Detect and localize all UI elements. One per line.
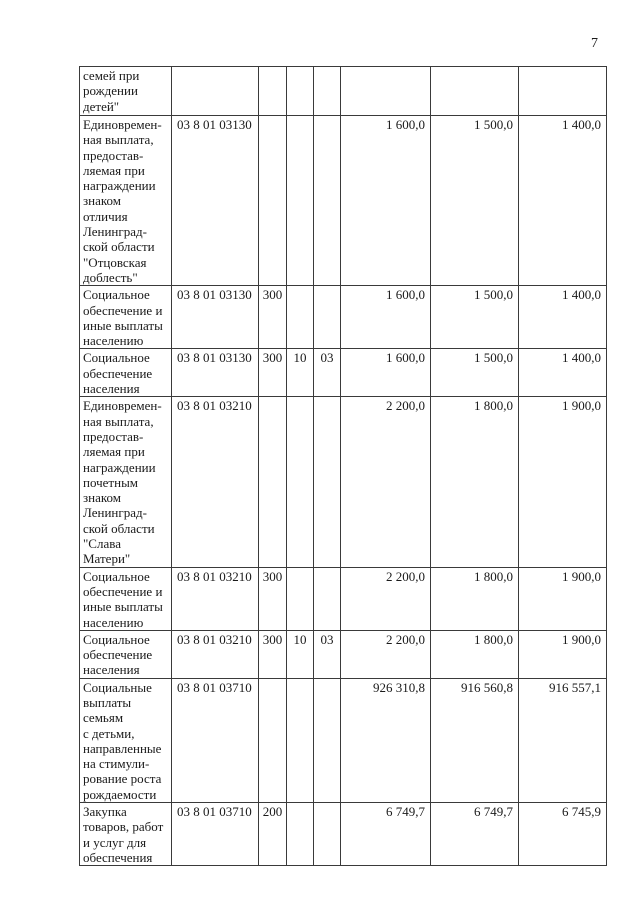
amount-year2-cell: 1 500,0 <box>431 349 519 397</box>
amount-year1-cell: 1 600,0 <box>341 349 431 397</box>
page-number: 7 <box>591 36 598 51</box>
item-name-line: обеспечение и <box>83 583 163 599</box>
expense-type-cell: 300 <box>259 286 287 349</box>
item-name-line: предостав- <box>83 428 144 444</box>
table-row <box>80 630 607 678</box>
table-row <box>80 567 607 630</box>
item-name-line: Закупка <box>83 804 127 820</box>
expense-type-cell: 300 <box>259 630 287 678</box>
section-cell <box>287 116 314 286</box>
item-name-line: и услуг для <box>83 834 147 850</box>
amount-year1-cell: 1 600,0 <box>341 116 431 286</box>
amount-year1-cell: 2 200,0 <box>341 397 431 567</box>
target-article-cell: 03 8 01 03210 <box>172 630 259 678</box>
amount-year2-cell: 1 800,0 <box>431 397 519 567</box>
amount-year3-cell: 1 400,0 <box>519 349 607 397</box>
table-body <box>80 67 607 866</box>
section-cell <box>287 678 314 802</box>
subsection-cell <box>314 567 341 630</box>
target-article-cell <box>172 67 259 116</box>
item-name-line: Единовремен- <box>83 117 162 132</box>
item-name-line: иные выплаты <box>83 317 163 333</box>
item-name-line: с детьми, <box>83 725 135 741</box>
item-name-line: отличия <box>83 208 128 224</box>
item-name-line: награждении <box>83 178 156 194</box>
amount-year2-cell <box>431 67 519 116</box>
amount-year2-cell: 916 560,8 <box>431 678 519 802</box>
item-name-line: населения <box>83 662 140 678</box>
subsection-cell: 03 <box>314 630 341 678</box>
amount-year3-cell: 1 900,0 <box>519 630 607 678</box>
section-cell <box>287 567 314 630</box>
amount-year1-cell: 6 749,7 <box>341 803 431 866</box>
amount-year3-cell: 1 900,0 <box>519 397 607 567</box>
subsection-cell <box>314 803 341 866</box>
target-article-cell: 03 8 01 03710 <box>172 803 259 866</box>
item-name-cell <box>80 397 172 567</box>
item-name-line: на стимули- <box>83 756 150 772</box>
amount-year1-cell <box>341 67 431 116</box>
expense-type-cell: 200 <box>259 803 287 866</box>
item-name-cell <box>80 678 172 802</box>
item-name-line: Ленинград- <box>83 224 147 240</box>
item-name-line: ляемая при <box>83 444 145 460</box>
item-name-line: выплаты <box>83 694 132 710</box>
item-name-cell <box>80 286 172 349</box>
amount-year2-cell: 1 800,0 <box>431 630 519 678</box>
item-name-line: награждении <box>83 459 156 475</box>
item-name-line: обеспечение <box>83 365 153 381</box>
item-name-line: рождении <box>83 83 138 99</box>
item-name-line: ской области <box>83 520 155 536</box>
item-name-line: ная выплата, <box>83 132 154 148</box>
item-name-cell <box>80 116 172 286</box>
item-name-cell <box>80 567 172 630</box>
section-cell <box>287 67 314 116</box>
subsection-cell: 03 <box>314 349 341 397</box>
table-row <box>80 67 607 116</box>
item-name-line: "Слава <box>83 536 121 552</box>
target-article-cell: 03 8 01 03130 <box>172 116 259 286</box>
section-cell: 10 <box>287 630 314 678</box>
item-name-line: ляемая при <box>83 162 145 178</box>
item-name-cell <box>80 349 172 397</box>
amount-year2-cell: 1 800,0 <box>431 567 519 630</box>
target-article-cell: 03 8 01 03210 <box>172 567 259 630</box>
item-name-line: Единовремен- <box>83 398 162 414</box>
table-row <box>80 678 607 802</box>
item-name-line: Социальное <box>83 568 150 584</box>
section-cell: 10 <box>287 349 314 397</box>
table-row <box>80 803 607 866</box>
item-name-line: населению <box>83 614 144 630</box>
item-name-line: "Отцовская <box>83 254 147 270</box>
item-name-line: знаком <box>83 490 121 506</box>
amount-year3-cell <box>519 67 607 116</box>
item-name-line: Социальное <box>83 350 150 366</box>
amount-year1-cell: 1 600,0 <box>341 286 431 349</box>
item-name-line: обеспечение <box>83 647 153 663</box>
item-name-line: Ленинград- <box>83 505 147 521</box>
amount-year3-cell: 1 400,0 <box>519 116 607 286</box>
section-cell <box>287 803 314 866</box>
target-article-cell: 03 8 01 03130 <box>172 286 259 349</box>
target-article-cell: 03 8 01 03210 <box>172 397 259 567</box>
expense-type-cell <box>259 678 287 802</box>
item-name-line: семей при <box>83 68 140 83</box>
item-name-line: Социальные <box>83 679 152 695</box>
section-cell <box>287 286 314 349</box>
subsection-cell <box>314 286 341 349</box>
target-article-cell: 03 8 01 03130 <box>172 349 259 397</box>
item-name-line: Матери" <box>83 551 131 567</box>
item-name-line: семьям <box>83 710 124 726</box>
item-name-line: обеспечения <box>83 849 153 865</box>
item-name-line: почетным <box>83 474 139 490</box>
item-name-line: иные выплаты <box>83 599 163 615</box>
item-name-line: рождаемости <box>83 786 157 802</box>
expense-type-cell: 300 <box>259 567 287 630</box>
amount-year3-cell: 1 900,0 <box>519 567 607 630</box>
amount-year2-cell: 1 500,0 <box>431 286 519 349</box>
expense-type-cell <box>259 397 287 567</box>
expense-type-cell <box>259 67 287 116</box>
amount-year3-cell: 916 557,1 <box>519 678 607 802</box>
subsection-cell <box>314 67 341 116</box>
item-name-line: населения <box>83 381 140 397</box>
item-name-line: детей" <box>83 98 120 114</box>
amount-year1-cell: 2 200,0 <box>341 630 431 678</box>
item-name-line: обеспечение и <box>83 302 163 318</box>
subsection-cell <box>314 397 341 567</box>
item-name-line: ской области <box>83 239 155 255</box>
budget-table <box>79 66 607 866</box>
amount-year3-cell: 6 745,9 <box>519 803 607 866</box>
item-name-line: Социальное <box>83 631 150 647</box>
table-row <box>80 116 607 286</box>
item-name-cell <box>80 803 172 866</box>
target-article-cell: 03 8 01 03710 <box>172 678 259 802</box>
subsection-cell <box>314 678 341 802</box>
table-row <box>80 286 607 349</box>
item-name-line: ная выплата, <box>83 413 154 429</box>
amount-year1-cell: 2 200,0 <box>341 567 431 630</box>
item-name-line: товаров, работ <box>83 819 164 835</box>
item-name-line: знаком <box>83 193 121 209</box>
amount-year2-cell: 6 749,7 <box>431 803 519 866</box>
item-name-line: направленные <box>83 740 162 756</box>
item-name-cell <box>80 630 172 678</box>
expense-type-cell <box>259 116 287 286</box>
item-name-line: населению <box>83 333 144 349</box>
expense-type-cell: 300 <box>259 349 287 397</box>
item-name-line: предостав- <box>83 147 144 163</box>
item-name-cell <box>80 67 172 116</box>
amount-year2-cell: 1 500,0 <box>431 116 519 286</box>
table-row <box>80 349 607 397</box>
amount-year3-cell: 1 400,0 <box>519 286 607 349</box>
subsection-cell <box>314 116 341 286</box>
item-name-line: доблесть" <box>83 269 138 285</box>
table-row <box>80 397 607 567</box>
amount-year1-cell: 926 310,8 <box>341 678 431 802</box>
item-name-line: Социальное <box>83 287 150 303</box>
item-name-line: рование роста <box>83 771 162 787</box>
section-cell <box>287 397 314 567</box>
